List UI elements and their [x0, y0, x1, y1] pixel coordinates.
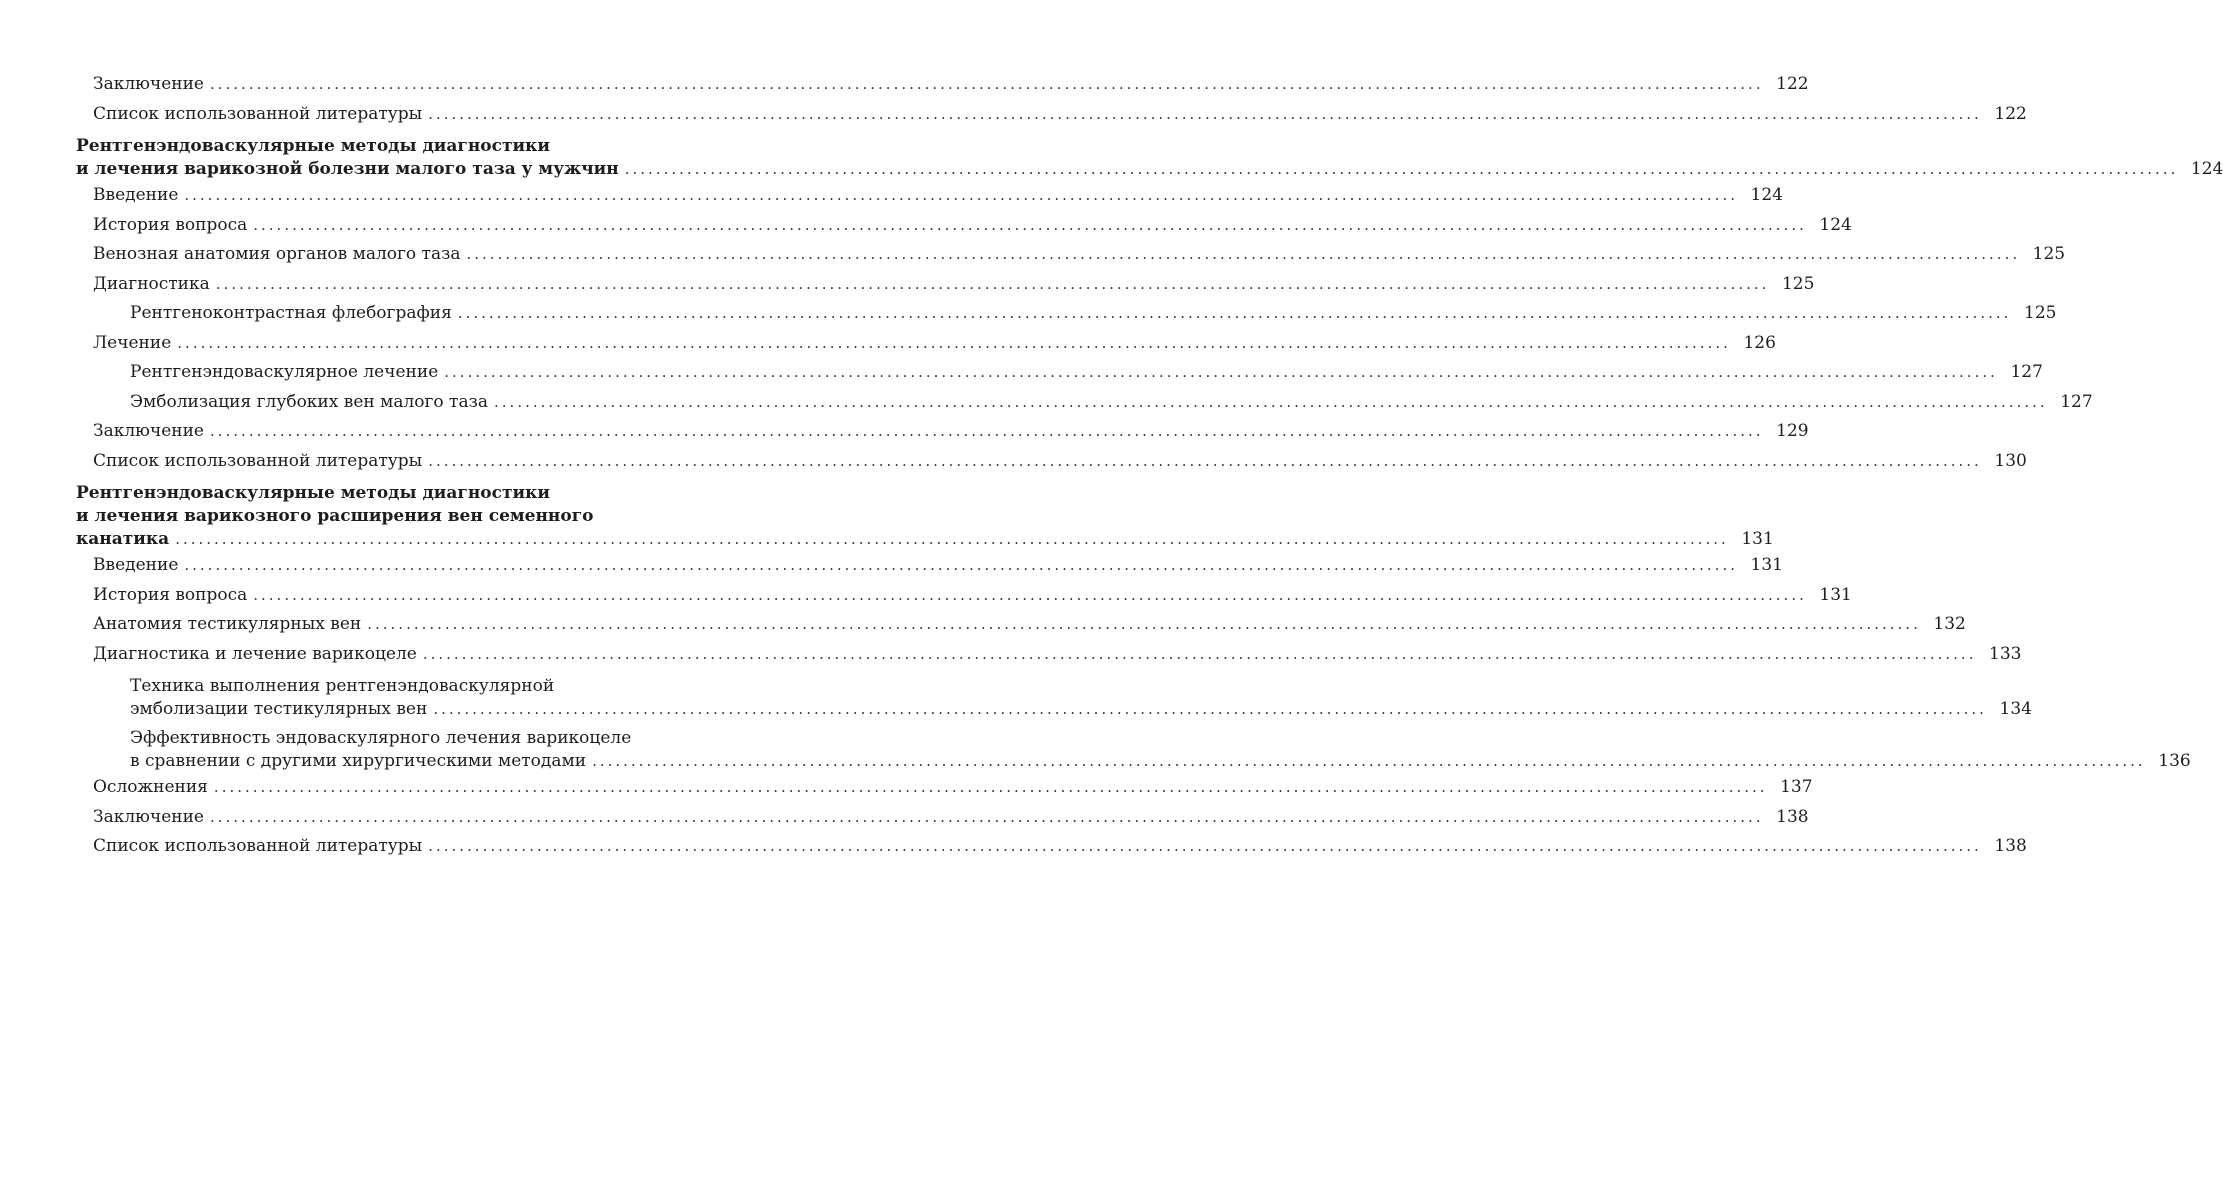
- toc-page-number: 132: [1933, 614, 1966, 634]
- toc-entry-title: Заключение: [93, 74, 204, 94]
- toc-subentry[interactable]: [76, 388, 2093, 418]
- toc-subentry[interactable]: [76, 299, 2057, 329]
- toc-page-number: 126: [1743, 332, 1776, 353]
- table-of-contents: [76, 70, 2223, 862]
- toc-entry-title-line: в сравнении с другими хирургическими методами: [130, 751, 587, 771]
- dot-leader: ........................................................................................................................................................................................................: [209, 75, 1764, 93]
- dot-leader: ........................................................................................................................................................................................................: [175, 530, 1729, 548]
- toc-entry-title: Лечение: [93, 332, 172, 353]
- toc-entry[interactable]: [76, 551, 1783, 581]
- toc-entry[interactable]: [76, 100, 2027, 130]
- chapter-heading-varicocele[interactable]: [76, 482, 1774, 551]
- toc-entry-title: Осложнения: [93, 777, 208, 797]
- toc-entry[interactable]: [76, 70, 1809, 100]
- toc-page-number: 124: [2190, 159, 2223, 179]
- dot-leader: ........................................................................................................................................................................................................: [215, 274, 1770, 293]
- dot-leader: ........................................................................................................................................................................................................: [209, 807, 1764, 826]
- chapter-heading-men[interactable]: [76, 135, 2223, 181]
- dot-leader: ........................................................................................................................................................................................................: [184, 186, 1738, 204]
- dot-leader: ........................................................................................................................................................................................................: [367, 615, 1921, 633]
- toc-entry[interactable]: [76, 581, 1852, 611]
- toc-page-number: 130: [1994, 450, 2027, 471]
- dot-leader: ........................................................................................................................................................................................................: [213, 778, 1768, 796]
- dot-leader: ........................................................................................................................................................................................................: [428, 104, 1982, 123]
- dot-leader: ........................................................................................................................................................................................................: [444, 363, 1998, 381]
- toc-entry[interactable]: [76, 773, 1813, 803]
- dot-leader: ........................................................................................................................................................................................................: [428, 451, 1982, 470]
- chapter-title-line: Рентгенэндоваскулярные методы диагностики: [76, 483, 550, 503]
- toc-entry-title: Введение: [93, 185, 179, 205]
- toc-entry-title: Заключение: [93, 806, 204, 827]
- dot-leader: ........................................................................................................................................................................................................: [428, 837, 1982, 855]
- toc-entry-title: История вопроса: [93, 214, 248, 235]
- toc-page-number: 131: [1741, 529, 1774, 549]
- toc-page-number: 134: [1999, 699, 2032, 719]
- dot-leader: ........................................................................................................................................................................................................: [253, 585, 1807, 604]
- chapter-title-line: Рентгенэндоваскулярные методы диагностики: [76, 136, 550, 156]
- toc-entry-title: Рентгенэндоваскулярное лечение: [130, 362, 439, 382]
- toc-entry[interactable]: [76, 640, 2022, 670]
- toc-entry[interactable]: [76, 610, 1966, 640]
- toc-entry-title: Заключение: [93, 421, 204, 441]
- toc-page-number: 127: [2010, 362, 2043, 382]
- dot-leader: ........................................................................................................................................................................................................: [494, 392, 2048, 411]
- toc-entry-title: Эмболизация глубоких вен малого таза: [130, 391, 489, 412]
- toc-entry-title: Диагностика и лечение варикоцеле: [93, 643, 417, 664]
- toc-page-number: 124: [1819, 214, 1852, 235]
- toc-entry-title: Введение: [93, 555, 179, 575]
- toc-page-number: 129: [1776, 421, 1809, 441]
- dot-leader: ........................................................................................................................................................................................................: [466, 245, 2021, 263]
- toc-entry[interactable]: [76, 832, 2027, 862]
- dot-leader: ........................................................................................................................................................................................................: [177, 333, 1731, 352]
- toc-entry-title: Венозная анатомия органов малого таза: [93, 244, 461, 264]
- toc-entry[interactable]: [76, 447, 2027, 477]
- toc-page-number: 136: [2158, 751, 2191, 771]
- toc-page-number: 125: [2024, 303, 2057, 323]
- toc-entry-title: Диагностика: [93, 273, 210, 294]
- toc-entry-title-line: Эффективность эндоваскулярного лечения варикоцеле: [130, 728, 632, 748]
- chapter-title-line: и лечения варикозной болезни малого таза у мужчин: [76, 159, 619, 179]
- dot-leader: ........................................................................................................................................................................................................: [457, 304, 2012, 322]
- toc-entry-title-line: эмболизации тестикулярных вен: [130, 699, 428, 719]
- toc-subentry[interactable]: [76, 358, 2043, 388]
- toc-page-number: 133: [1989, 643, 2022, 664]
- toc-entry[interactable]: [76, 181, 1783, 211]
- toc-entry-title: Список использованной литературы: [93, 103, 423, 124]
- toc-page-number: 138: [1994, 836, 2027, 856]
- toc-page-number: 137: [1780, 777, 1813, 797]
- toc-page-number: 131: [1750, 555, 1783, 575]
- chapter-title-line: канатика: [76, 529, 170, 549]
- toc-subentry[interactable]: [76, 675, 2032, 721]
- dot-leader: ........................................................................................................................................................................................................: [433, 700, 1987, 718]
- dot-leader: ........................................................................................................................................................................................................: [184, 556, 1738, 574]
- toc-entry-title: Анатомия тестикулярных вен: [93, 614, 362, 634]
- dot-leader: ........................................................................................................................................................................................................: [624, 160, 2179, 178]
- toc-entry[interactable]: [76, 329, 1776, 359]
- toc-page-number: 122: [1776, 74, 1809, 94]
- dot-leader: ........................................................................................................................................................................................................: [253, 215, 1807, 234]
- toc-subentry[interactable]: [76, 727, 2191, 773]
- toc-entry[interactable]: [76, 211, 1852, 241]
- toc-entry-title-line: Техника выполнения рентгенэндоваскулярной: [130, 676, 555, 696]
- toc-page-number: 124: [1750, 185, 1783, 205]
- toc-page-number: 122: [1994, 103, 2027, 124]
- toc-page-number: 125: [2032, 244, 2066, 264]
- toc-entry[interactable]: [76, 270, 1815, 300]
- toc-entry[interactable]: [76, 417, 1809, 447]
- toc-entry-title: История вопроса: [93, 584, 248, 605]
- toc-entry-title: Рентгеноконтрастная флебография: [130, 303, 452, 323]
- toc-page-number: 131: [1819, 584, 1852, 605]
- toc-page-number: 138: [1776, 806, 1809, 827]
- toc-entry[interactable]: [76, 803, 1809, 833]
- toc-page-number: 125: [1781, 273, 1815, 294]
- dot-leader: ........................................................................................................................................................................................................: [422, 644, 1977, 663]
- toc-page-number: 127: [2060, 391, 2093, 412]
- dot-leader: ........................................................................................................................................................................................................: [209, 422, 1764, 440]
- toc-entry[interactable]: [76, 240, 2066, 270]
- dot-leader: ........................................................................................................................................................................................................: [592, 752, 2146, 770]
- toc-entry-title: Список использованной литературы: [93, 836, 423, 856]
- toc-entry-title: Список использованной литературы: [93, 450, 423, 471]
- chapter-title-line: и лечения варикозного расширения вен семенного: [76, 506, 594, 526]
